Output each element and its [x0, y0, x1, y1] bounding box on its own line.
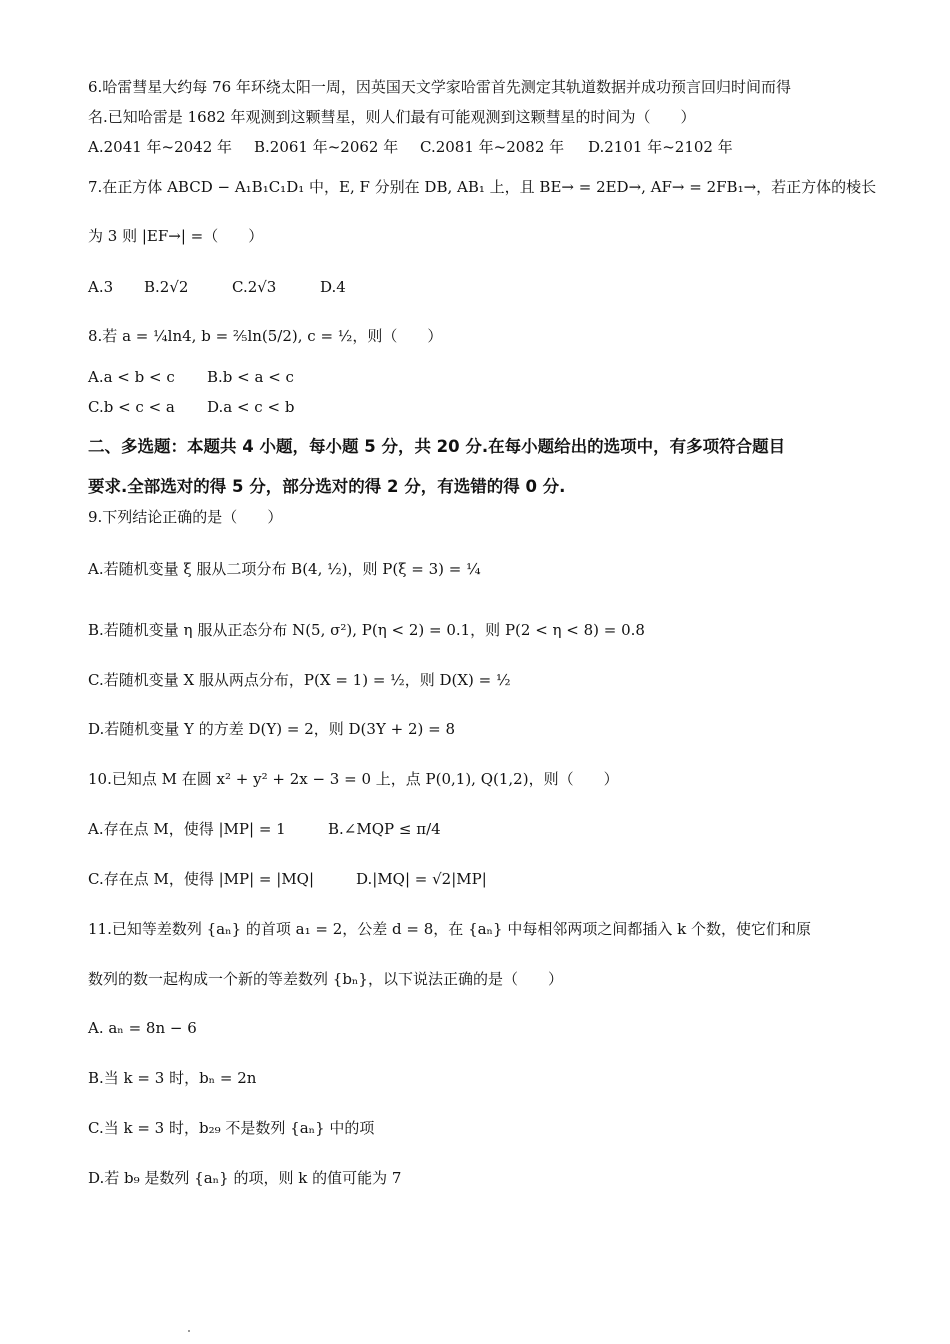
q9-option-c: C.若随机变量 X 服从两点分布，P(X = 1) = ½，则 D(X) = ½: [88, 671, 511, 689]
q6-options: [88, 136, 733, 158]
q6-option-c: C.2081 年~2082 年: [420, 138, 565, 156]
q10-option-d: D.|MQ| = √2|MP|: [356, 870, 487, 888]
q6-option-a: A.2041 年~2042 年: [88, 138, 233, 156]
q8-options-row2: [88, 396, 294, 418]
q10-options-row2: [88, 868, 487, 890]
q8-option-c: C.b < c < a: [88, 398, 175, 416]
q6-line2: 名.已知哈雷是 1682 年观测到这颗彗星，则人们最有可能观测到这颗彗星的时间为（ ）: [88, 108, 696, 126]
q7-option-d: D.4: [320, 278, 346, 296]
q6-option-b: B.2061 年~2062 年: [254, 138, 399, 156]
q6-option-d: D.2101 年~2102 年: [588, 138, 733, 156]
q11-option-a: A. aₙ = 8n − 6: [88, 1019, 197, 1037]
q10-options-row1: [88, 818, 441, 840]
section2-heading-line1: 二、多选题：本题共 4 小题，每小题 5 分，共 20 分.在每小题给出的选项中，有多项符合题目: [88, 437, 786, 456]
q7-option-a: A.3: [88, 278, 114, 296]
q11-option-d: D.若 b₉ 是数列 {aₙ} 的项，则 k 的值可能为 7: [88, 1169, 402, 1187]
q7-option-c: C.2√3: [232, 278, 277, 296]
q10-option-c: C.存在点 M，使得 |MP| = |MQ|: [88, 870, 315, 888]
q11-option-b: B.当 k = 3 时，bₙ = 2n: [88, 1069, 257, 1087]
q8-option-b: B.b < a < c: [207, 368, 294, 386]
section2-heading-line2: 要求.全部选对的得 5 分，部分选对的得 2 分，有选错的得 0 分.: [88, 477, 566, 496]
q11-line2: 数列的数一起构成一个新的等差数列 {bₙ}，以下说法正确的是（ ）: [88, 970, 563, 988]
q8-options-row1: [88, 366, 294, 388]
q6-line1: 6.哈雷彗星大约每 76 年环绕太阳一周，因英国天文学家哈雷首先测定其轨道数据并成功预言回归时间而得: [88, 78, 791, 96]
q8-option-d: D.a < c < b: [207, 398, 295, 416]
q8-option-a: A.a < b < c: [88, 368, 175, 386]
page-footer-mark: [188, 1330, 190, 1332]
q10-stem: 10.已知点 M 在圆 x² + y² + 2x − 3 = 0 上，点 P(0,1), Q(1,2)，则（ ）: [88, 770, 619, 788]
q7-option-b: B.2√2: [144, 278, 189, 296]
q8-stem: 8.若 a = ¼ln4, b = ⅖ln(5/2), c = ½，则（ ）: [88, 327, 443, 345]
q7-line2: 为 3 则 |EF→| =（ ）: [88, 227, 264, 245]
q11-option-c: C.当 k = 3 时，b₂₉ 不是数列 {aₙ} 中的项: [88, 1119, 375, 1137]
q9-option-a: A.若随机变量 ξ 服从二项分布 B(4, ½)，则 P(ξ = 3) = ¼: [88, 560, 481, 578]
q9-option-b: B.若随机变量 η 服从正态分布 N(5, σ²), P(η < 2) = 0.1，则 P(2 < η < 8) = 0.8: [88, 621, 645, 639]
q9-stem: 9.下列结论正确的是（ ）: [88, 508, 283, 526]
q10-option-a: A.存在点 M，使得 |MP| = 1: [88, 820, 286, 838]
q11-line1: 11.已知等差数列 {aₙ} 的首项 a₁ = 2，公差 d = 8，在 {aₙ} 中每相邻两项之间都插入 k 个数，使它们和原: [88, 920, 811, 938]
q7-stem: 7.在正方体 ABCD − A₁B₁C₁D₁ 中，E, F 分别在 DB, AB₁ 上，且 BE→ = 2ED→, AF→ = 2FB₁→，若正方体的棱长: [88, 178, 877, 196]
q7-options: [88, 276, 346, 298]
q9-option-d: D.若随机变量 Y 的方差 D(Y) = 2，则 D(3Y + 2) = 8: [88, 720, 455, 738]
q10-option-b: B.∠MQP ≤ π/4: [328, 820, 441, 838]
